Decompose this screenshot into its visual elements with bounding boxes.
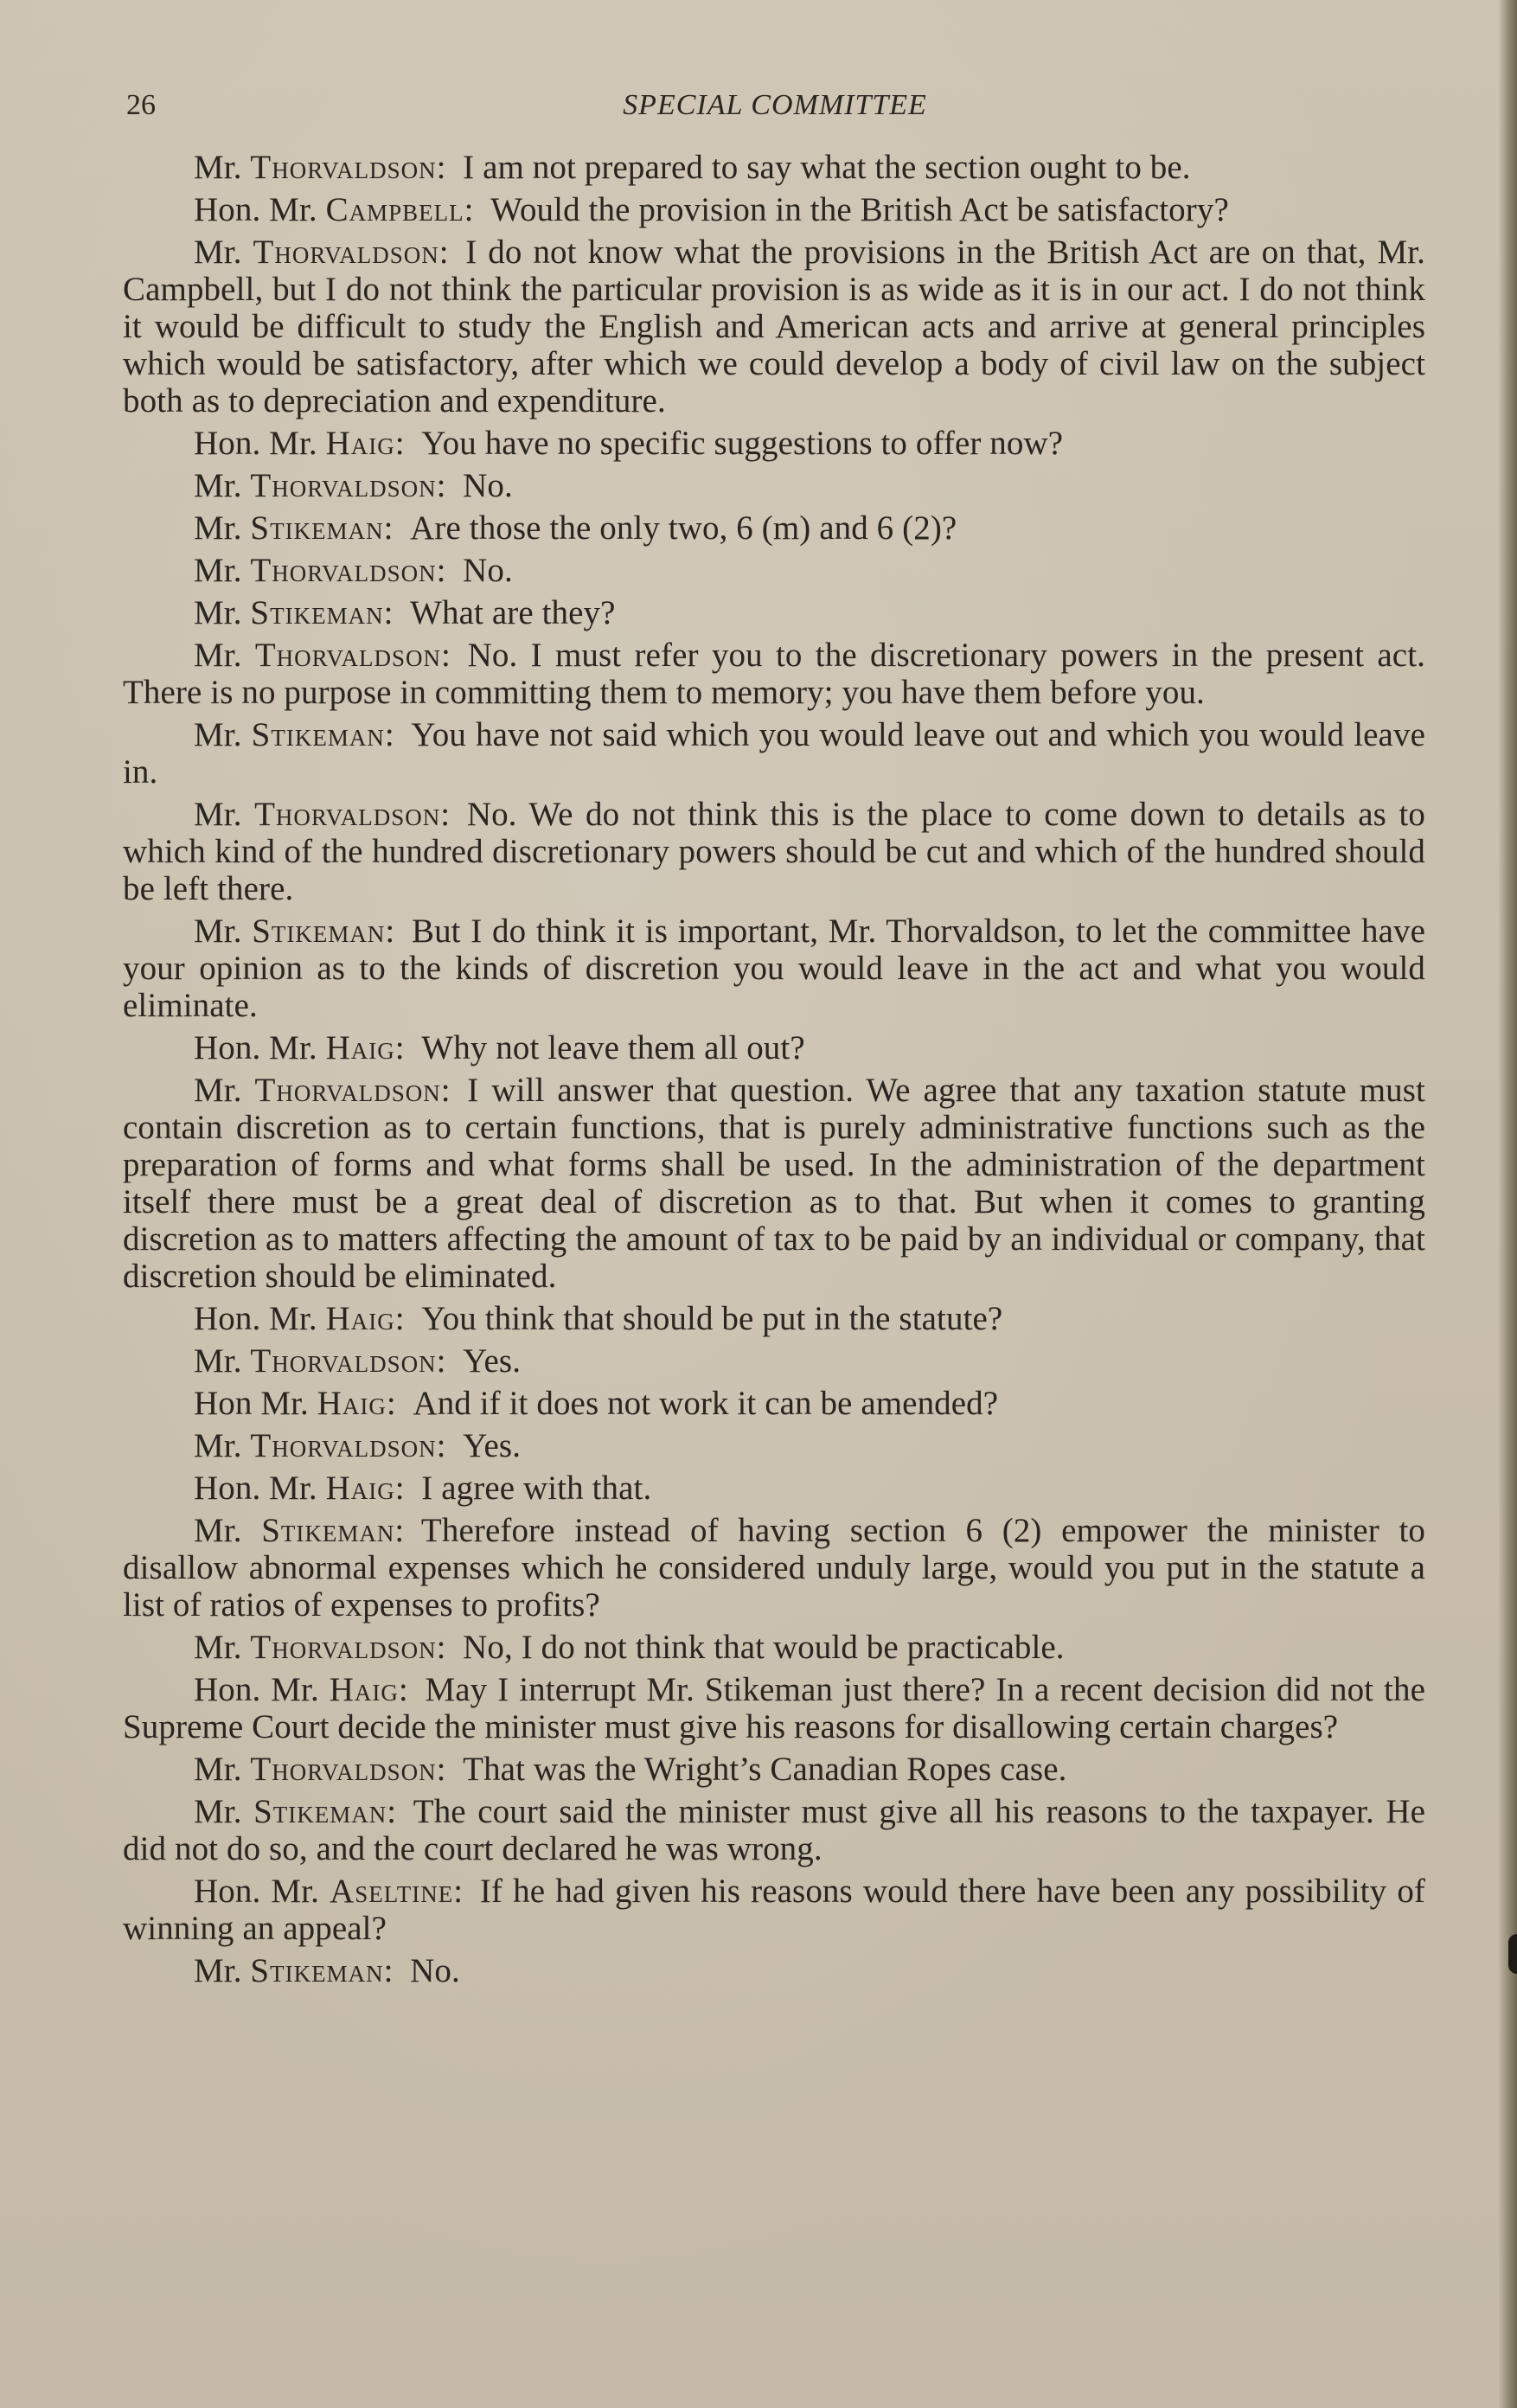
speech-paragraph: Mr. Stikeman: What are they? <box>194 594 616 631</box>
speaker-title: Hon. Mr. <box>194 1671 330 1708</box>
speech-paragraph: Mr. Stikeman: Therefore instead of having section 6 (2) empower the minister to disallow abnormal expenses which he considered unduly large, would you put in the statute a list of ratios of expenses to profits? <box>123 1512 1425 1623</box>
speaker-title: Hon Mr. <box>194 1385 317 1422</box>
speech-text: I will answer that question. We agree that any taxation statute must contain discretion as to certain functions, that is purely administrative functions such as the preparation of forms and what forms shall be used. In the administration of the department itself there must be a great deal of discretion as to that. But when it comes to granting discretion as to matters affecting the amount of tax to be paid by an individual or company, that discretion should be eliminated. <box>123 1072 1425 1295</box>
speech-paragraph: Hon. Mr. Haig: You have no specific suggestions to offer now? <box>194 425 1064 462</box>
speech-paragraph: Mr. Thorvaldson: That was the Wright’s Canadian Ropes case. <box>194 1751 1067 1788</box>
speaker-title: Mr. <box>194 234 253 271</box>
speaker-name: Stikeman <box>252 913 386 950</box>
speech-paragraph: Hon Mr. Haig: And if it does not work it can be amended? <box>194 1385 999 1422</box>
speaker-name: Stikeman <box>251 716 385 753</box>
speech-text: No. <box>410 1952 460 1989</box>
running-title: SPECIAL COMMITTEE <box>623 89 927 121</box>
speaker-name: Stikeman <box>250 594 384 631</box>
speech-text: Are those the only two, 6 (m) and 6 (2)? <box>410 509 957 547</box>
speech-text: I am not prepared to say what the section ought to be. <box>463 149 1191 186</box>
speaker-name: Thorvaldson <box>250 1427 437 1464</box>
speech-text: May I interrupt Mr. Stikeman just there? In a recent decision did not the Supreme Court decide the minister must give his reasons for disallowing certain charges? <box>123 1671 1425 1745</box>
speech-paragraph: Hon. Mr. Haig: Why not leave them all out? <box>194 1029 805 1066</box>
speech-paragraph: Mr. Stikeman: But I do think it is important, Mr. Thorvaldson, to let the committee have your opinion as to the kinds of discretion you would leave in the act and what you would eliminate. <box>123 913 1425 1024</box>
speech-text: No. <box>463 552 513 589</box>
speaker-name: Haig <box>329 1671 399 1708</box>
speech-text: No. <box>463 467 513 504</box>
speech-text: I agree with that. <box>421 1470 652 1507</box>
speech-text: And if it does not work it can be amended? <box>413 1385 999 1422</box>
speaker-title: Mr. <box>194 509 251 547</box>
speaker-name: Haig <box>325 1300 395 1337</box>
speech-paragraph: Mr. Stikeman: You have not said which you would leave out and which you would leave in. <box>123 716 1425 791</box>
speaker-name: Haig <box>325 425 395 462</box>
speaker-name: Thorvaldson <box>250 1342 437 1380</box>
speaker-title: Mr. <box>194 716 252 753</box>
speech-paragraph: Hon. Mr. Haig: You think that should be put in the statute? <box>194 1300 1003 1337</box>
speech-text: The court said the minister must give all his reasons to the taxpayer. He did not do so, and the court declared he was wrong. <box>123 1793 1425 1867</box>
transcript-body <box>123 149 1425 1995</box>
page-number: 26 <box>126 89 156 121</box>
speaker-title: Mr. <box>194 1512 262 1549</box>
speaker-name: Thorvaldson <box>250 1629 437 1666</box>
speaker-title: Hon. Mr. <box>194 1029 326 1066</box>
speaker-name: Stikeman <box>253 1793 387 1830</box>
speech-paragraph: Mr. Thorvaldson: I am not prepared to say what the section ought to be. <box>194 149 1191 186</box>
page-edge-shadow <box>1498 0 1517 2408</box>
speech-text: No, I do not think that would be practicable. <box>463 1629 1065 1666</box>
speaker-name: Haig <box>325 1029 395 1066</box>
speaker-name: Thorvaldson <box>253 234 439 271</box>
speaker-title: Mr. <box>194 552 251 589</box>
speaker-title: Mr. <box>194 1793 254 1830</box>
speech-paragraph: Hon. Mr. Haig: I agree with that. <box>194 1470 652 1507</box>
speech-paragraph: Mr. Stikeman: Are those the only two, 6 (m) and 6 (2)? <box>194 509 957 547</box>
speech-paragraph: Mr. Thorvaldson: No. <box>194 467 513 504</box>
speech-text: I do not know what the provisions in the British Act are on that, Mr. Campbell, but I do not think the particular provision is as wide as it is in our act. I do not think it would be difficult to study the English and American acts and arrive at general principles which would be satisfactory, after which we could develop a body of civil law on the subject both as to depreciation and expenditure. <box>123 234 1426 419</box>
speech-paragraph: Mr. Thorvaldson: No, I do not think that would be practicable. <box>194 1629 1065 1666</box>
speaker-name: Haig <box>325 1470 395 1507</box>
speech-paragraph: Mr. Thorvaldson: No. I must refer you to the discretionary powers in the present act. There is no purpose in committing them to memory; you have them before you. <box>123 637 1425 711</box>
speech-text: Would the provision in the British Act be satisfactory? <box>490 191 1229 228</box>
speech-text: Therefore instead of having section 6 (2) empower the minister to disallow abnormal expenses which he considered unduly large, would you put in the statute a list of ratios of expenses to profits? <box>123 1512 1425 1623</box>
speech-paragraph: Mr. Thorvaldson: Yes. <box>194 1342 522 1380</box>
speech-paragraph: Mr. Stikeman: The court said the minister must give all his reasons to the taxpayer. He did not do so, and the court declared he was wrong. <box>123 1793 1425 1867</box>
page-header <box>126 85 1424 126</box>
speech-text: What are they? <box>410 594 616 631</box>
speaker-name: Thorvaldson <box>254 637 442 674</box>
speaker-title: Mr. <box>194 1427 251 1464</box>
speaker-name: Thorvaldson <box>254 1072 441 1109</box>
speaker-name: Thorvaldson <box>250 467 437 504</box>
speaker-name: Stikeman <box>250 1952 384 1989</box>
speech-text: If he had given his reasons would there have been any possibility of winning an appeal? <box>123 1873 1426 1947</box>
speaker-title: Mr. <box>194 1342 251 1380</box>
speech-text: That was the Wright’s Canadian Ropes case. <box>463 1751 1067 1788</box>
speaker-title: Mr. <box>194 637 255 674</box>
binding-notch <box>1508 1934 1517 1974</box>
speech-text: You have no specific suggestions to offer now? <box>421 425 1064 462</box>
speaker-title: Mr. <box>194 1072 255 1109</box>
speech-text: No. I must refer you to the discretionary powers in the present act. There is no purpose in committing them to memory; you have them before you. <box>123 637 1425 711</box>
speaker-title: Mr. <box>194 1751 251 1788</box>
speech-paragraph: Hon. Mr. Haig: May I interrupt Mr. Stikeman just there? In a recent decision did not the Supreme Court decide the minister must give his reasons for disallowing certain charges? <box>123 1671 1425 1745</box>
speaker-title: Hon. Mr. <box>194 425 326 462</box>
speech-paragraph: Hon. Mr. Campbell: Would the provision in the British Act be satisfactory? <box>194 191 1229 228</box>
speaker-title: Hon. Mr. <box>194 1300 326 1337</box>
speech-text: Yes. <box>463 1342 522 1380</box>
speech-text: Why not leave them all out? <box>421 1029 805 1066</box>
speaker-name: Aseltine <box>330 1873 454 1910</box>
speaker-name: Thorvaldson <box>250 1751 437 1788</box>
speech-text: No. We do not think this is the place to come down to details as to which kind of the hundred discretionary powers should be cut and which of the hundred should be left there. <box>123 796 1425 907</box>
speaker-title: Mr. <box>194 467 251 504</box>
speaker-name: Campbell <box>325 191 464 228</box>
speech-paragraph: Mr. Thorvaldson: No. We do not think this is the place to come down to details as to which kind of the hundred discretionary powers should be cut and which of the hundred should be left there. <box>123 796 1425 907</box>
speech-text: You think that should be put in the statute? <box>421 1300 1003 1337</box>
speech-text: Yes. <box>463 1427 522 1464</box>
speaker-name: Thorvaldson <box>254 796 441 833</box>
speaker-title: Mr. <box>194 796 255 833</box>
speech-text: But I do think it is important, Mr. Thorvaldson, to let the committee have your opinion as to the kinds of discretion you would leave in the act and what you would eliminate. <box>123 913 1425 1024</box>
speaker-title: Hon. Mr. <box>194 191 326 228</box>
speaker-name: Thorvaldson <box>250 149 437 186</box>
speech-paragraph: Mr. Thorvaldson: Yes. <box>194 1427 522 1464</box>
speech-paragraph: Hon. Mr. Aseltine: If he had given his reasons would there have been any possibility of winning an appeal? <box>123 1873 1426 1947</box>
speaker-name: Stikeman <box>250 509 384 547</box>
speech-paragraph: Mr. Thorvaldson: I do not know what the provisions in the British Act are on that, Mr. Campbell, but I do not think the particular provision is as wide as it is in our act. I do not think it would be difficult to study the English and American acts and arrive at general principles which would be satisfactory, after which we could develop a body of civil law on the subject both as to depreciation and expenditure. <box>123 234 1426 419</box>
speaker-name: Stikeman <box>261 1512 395 1549</box>
speech-paragraph: Mr. Thorvaldson: No. <box>194 552 513 589</box>
speech-paragraph: Mr. Thorvaldson: I will answer that question. We agree that any taxation statute must contain discretion as to certain functions, that is purely administrative functions such as the preparation of forms and what forms shall be used. In the administration of the department itself there must be a great deal of discretion as to that. But when it comes to granting discretion as to matters affecting the amount of tax to be paid by an individual or company, that discretion should be eliminated. <box>123 1072 1425 1295</box>
speaker-title: Hon. Mr. <box>194 1873 330 1910</box>
speaker-title: Mr. <box>194 149 251 186</box>
speaker-title: Mr. <box>194 1629 251 1666</box>
speaker-title: Mr. <box>194 1952 251 1989</box>
speaker-name: Thorvaldson <box>250 552 437 589</box>
speaker-title: Hon. Mr. <box>194 1470 326 1507</box>
speech-text: You have not said which you would leave out and which you would leave in. <box>123 716 1425 791</box>
speech-paragraph: Mr. Stikeman: No. <box>194 1952 460 1989</box>
speaker-name: Haig <box>317 1385 387 1422</box>
speaker-title: Mr. <box>194 594 251 631</box>
speaker-title: Mr. <box>194 913 253 950</box>
